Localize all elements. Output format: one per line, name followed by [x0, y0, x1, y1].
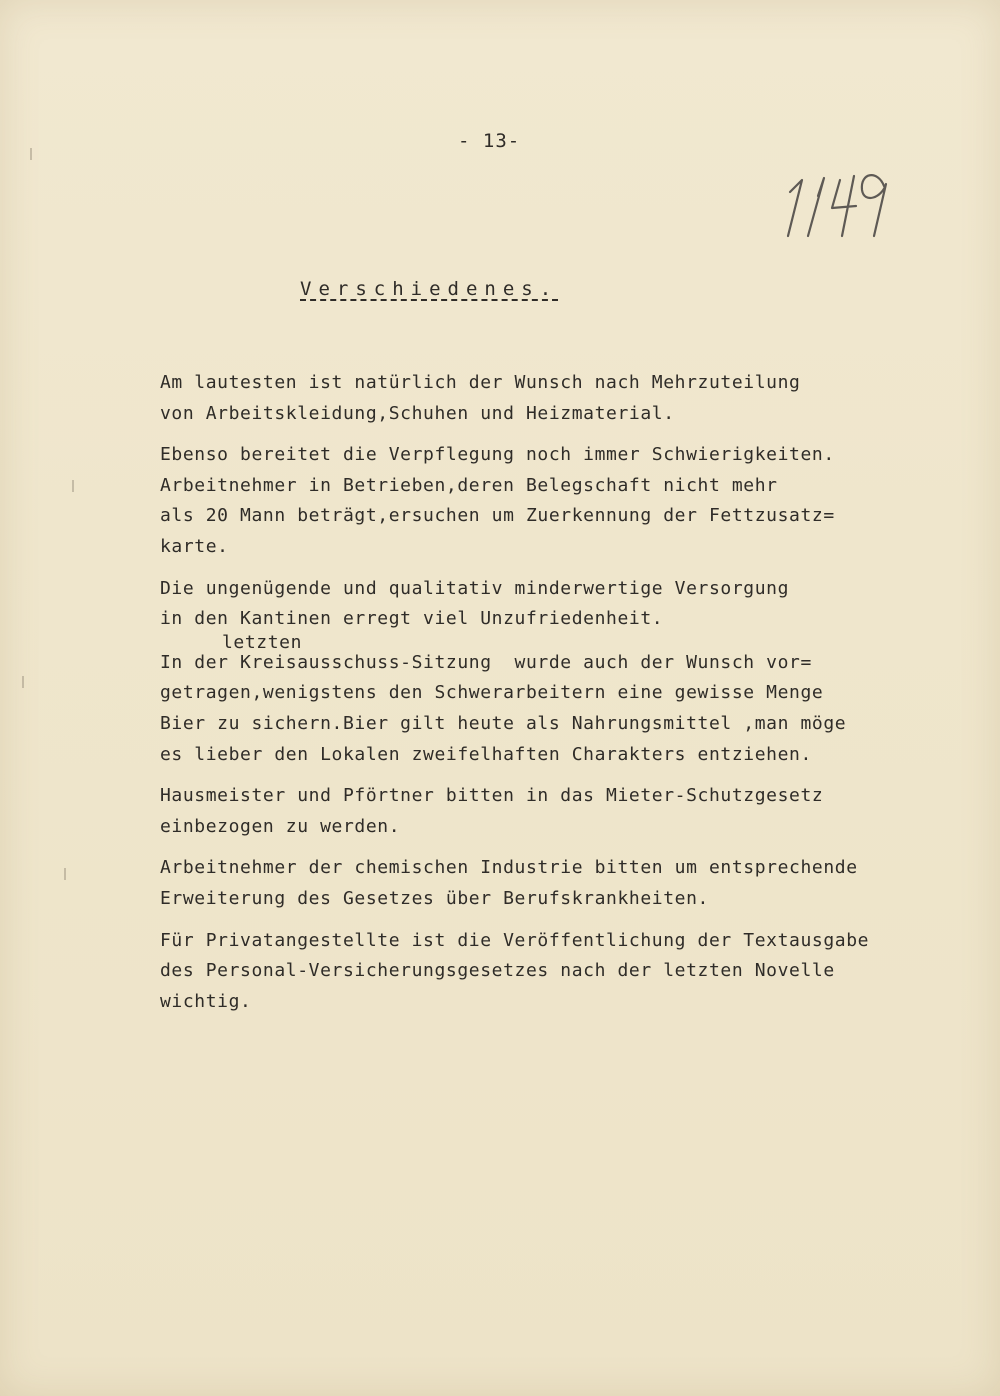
- text-line: Arbeitnehmer der chemischen Industrie bitten um entsprechende: [160, 857, 858, 879]
- margin-mark: [72, 480, 74, 492]
- page-number: - 13-: [458, 130, 521, 152]
- text-line: Hausmeister und Pförtner bitten in das Mieter-Schutzgesetz: [160, 785, 824, 807]
- text-line: einbezogen zu werden.: [160, 815, 401, 837]
- text-line: Ebenso bereitet die Verpflegung noch immer Schwierigkeiten.: [160, 444, 835, 466]
- text-line: Bier zu sichern.Bier gilt heute als Nahrungsmittel ,man möge: [160, 712, 847, 734]
- paragraph: [160, 926, 940, 1018]
- paragraph: [160, 632, 940, 770]
- margin-mark: [22, 676, 24, 688]
- section-heading: Verschiedenes.: [300, 278, 559, 300]
- text-line: es lieber den Lokalen zweifelhaften Charakters entziehen.: [160, 743, 812, 765]
- text-line: des Personal-Versicherungsgesetzes nach der letzten Novelle: [160, 960, 835, 982]
- handwritten-folio-number: [782, 162, 892, 242]
- text-line: Arbeitnehmer in Betrieben,deren Belegschaft nicht mehr: [160, 474, 778, 496]
- paragraph: [160, 853, 940, 914]
- text-line: als 20 Mann beträgt,ersuchen um Zuerkennung der Fettzusatz=: [160, 505, 835, 527]
- text-line: karte.: [160, 535, 229, 557]
- text-line: In der Kreisausschuss-Sitzung wurde auch der Wunsch vor=: [160, 651, 812, 673]
- text-line: Erweiterung des Gesetzes über Berufskrankheiten.: [160, 887, 709, 909]
- text-line: Am lautesten ist natürlich der Wunsch nach Mehrzuteilung: [160, 372, 801, 393]
- text-line: Für Privatangestellte ist die Veröffentlichung der Textausgabe: [160, 929, 870, 951]
- text-line: in den Kantinen erregt viel Unzufriedenheit.: [160, 608, 664, 630]
- margin-mark: [64, 868, 66, 880]
- text-line: getragen,wenigstens den Schwerarbeitern eine gewisse Menge: [160, 682, 824, 704]
- text-line: von Arbeitskleidung,Schuhen und Heizmaterial.: [160, 402, 675, 424]
- paragraph: [160, 781, 940, 842]
- text-line: wichtig.: [160, 990, 252, 1012]
- paragraph: [160, 440, 940, 562]
- paragraph: [160, 574, 940, 635]
- body-text: [160, 368, 940, 1028]
- typed-insertion: letzten: [222, 631, 303, 653]
- margin-mark: [30, 148, 32, 160]
- paragraph: [160, 368, 940, 429]
- text-line: Die ungenügende und qualitativ minderwertige Versorgung: [160, 577, 790, 599]
